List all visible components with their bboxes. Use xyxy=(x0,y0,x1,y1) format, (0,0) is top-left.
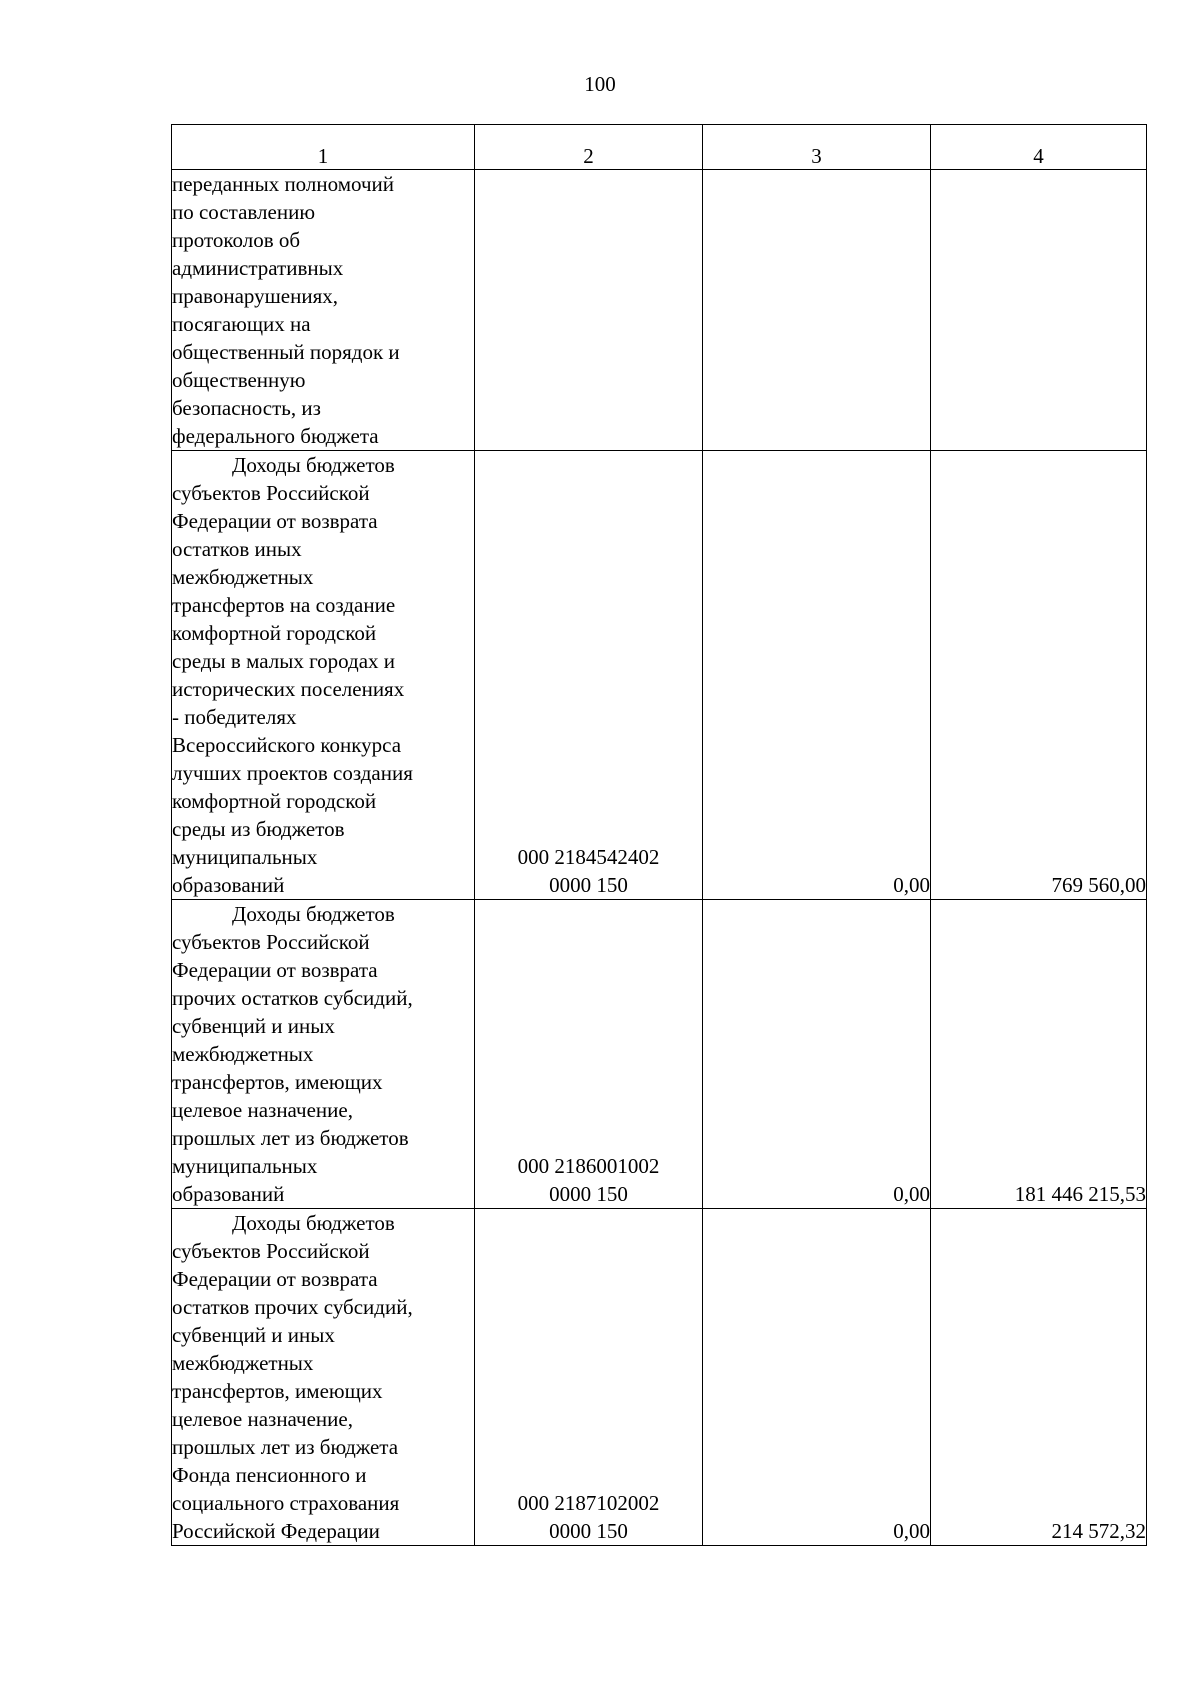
table-row xyxy=(172,170,1147,451)
column-header-2: 2 xyxy=(475,125,703,170)
table-row xyxy=(172,900,1147,1209)
row-code-cell xyxy=(475,170,703,451)
row-col4-cell xyxy=(931,170,1147,451)
row-name-cell: Доходы бюджетов субъектов Российской Федерации от возврата остатков прочих субсидий, субвенций и иных межбюджетных трансфертов, имеющих целевое назначение, прошлых лет из бюджета Фонда пенсионного и социального страхования Российской Федерации xyxy=(172,1209,475,1546)
row-col4-cell: 181 446 215,53 xyxy=(931,900,1147,1209)
row-name-cell: Доходы бюджетов субъектов Российской Федерации от возврата остатков иных межбюджетных трансфертов на создание комфортной городской среды в малых городах и исторических поселениях - победителях Всероссийского конкурса лучших проектов создания комфортной городской среды из бюджетов муниципальных образований xyxy=(172,451,475,900)
row-col3-cell: 0,00 xyxy=(703,1209,931,1546)
table-header-row xyxy=(172,125,1147,170)
row-col3-cell xyxy=(703,170,931,451)
row-name-cell: Доходы бюджетов субъектов Российской Федерации от возврата прочих остатков субсидий, субвенций и иных межбюджетных трансфертов, имеющих целевое назначение, прошлых лет из бюджетов муниципальных образований xyxy=(172,900,475,1209)
row-code-cell: 000 2184542402 0000 150 xyxy=(475,451,703,900)
page-number: 100 xyxy=(584,72,616,96)
row-col4-cell: 214 572,32 xyxy=(931,1209,1147,1546)
budget-revenue-table xyxy=(171,124,1147,1546)
column-header-3: 3 xyxy=(703,125,931,170)
table-row xyxy=(172,451,1147,900)
row-code-cell: 000 2187102002 0000 150 xyxy=(475,1209,703,1546)
row-code-cell: 000 2186001002 0000 150 xyxy=(475,900,703,1209)
column-header-4: 4 xyxy=(931,125,1147,170)
row-col3-cell: 0,00 xyxy=(703,451,931,900)
column-header-1: 1 xyxy=(172,125,475,170)
row-col3-cell: 0,00 xyxy=(703,900,931,1209)
row-col4-cell: 769 560,00 xyxy=(931,451,1147,900)
table-row xyxy=(172,1209,1147,1546)
row-name-cell: переданных полномочий по составлению протоколов об административных правонарушениях, посягающих на общественный порядок и общественную безопасность, из федерального бюджета xyxy=(172,170,475,451)
